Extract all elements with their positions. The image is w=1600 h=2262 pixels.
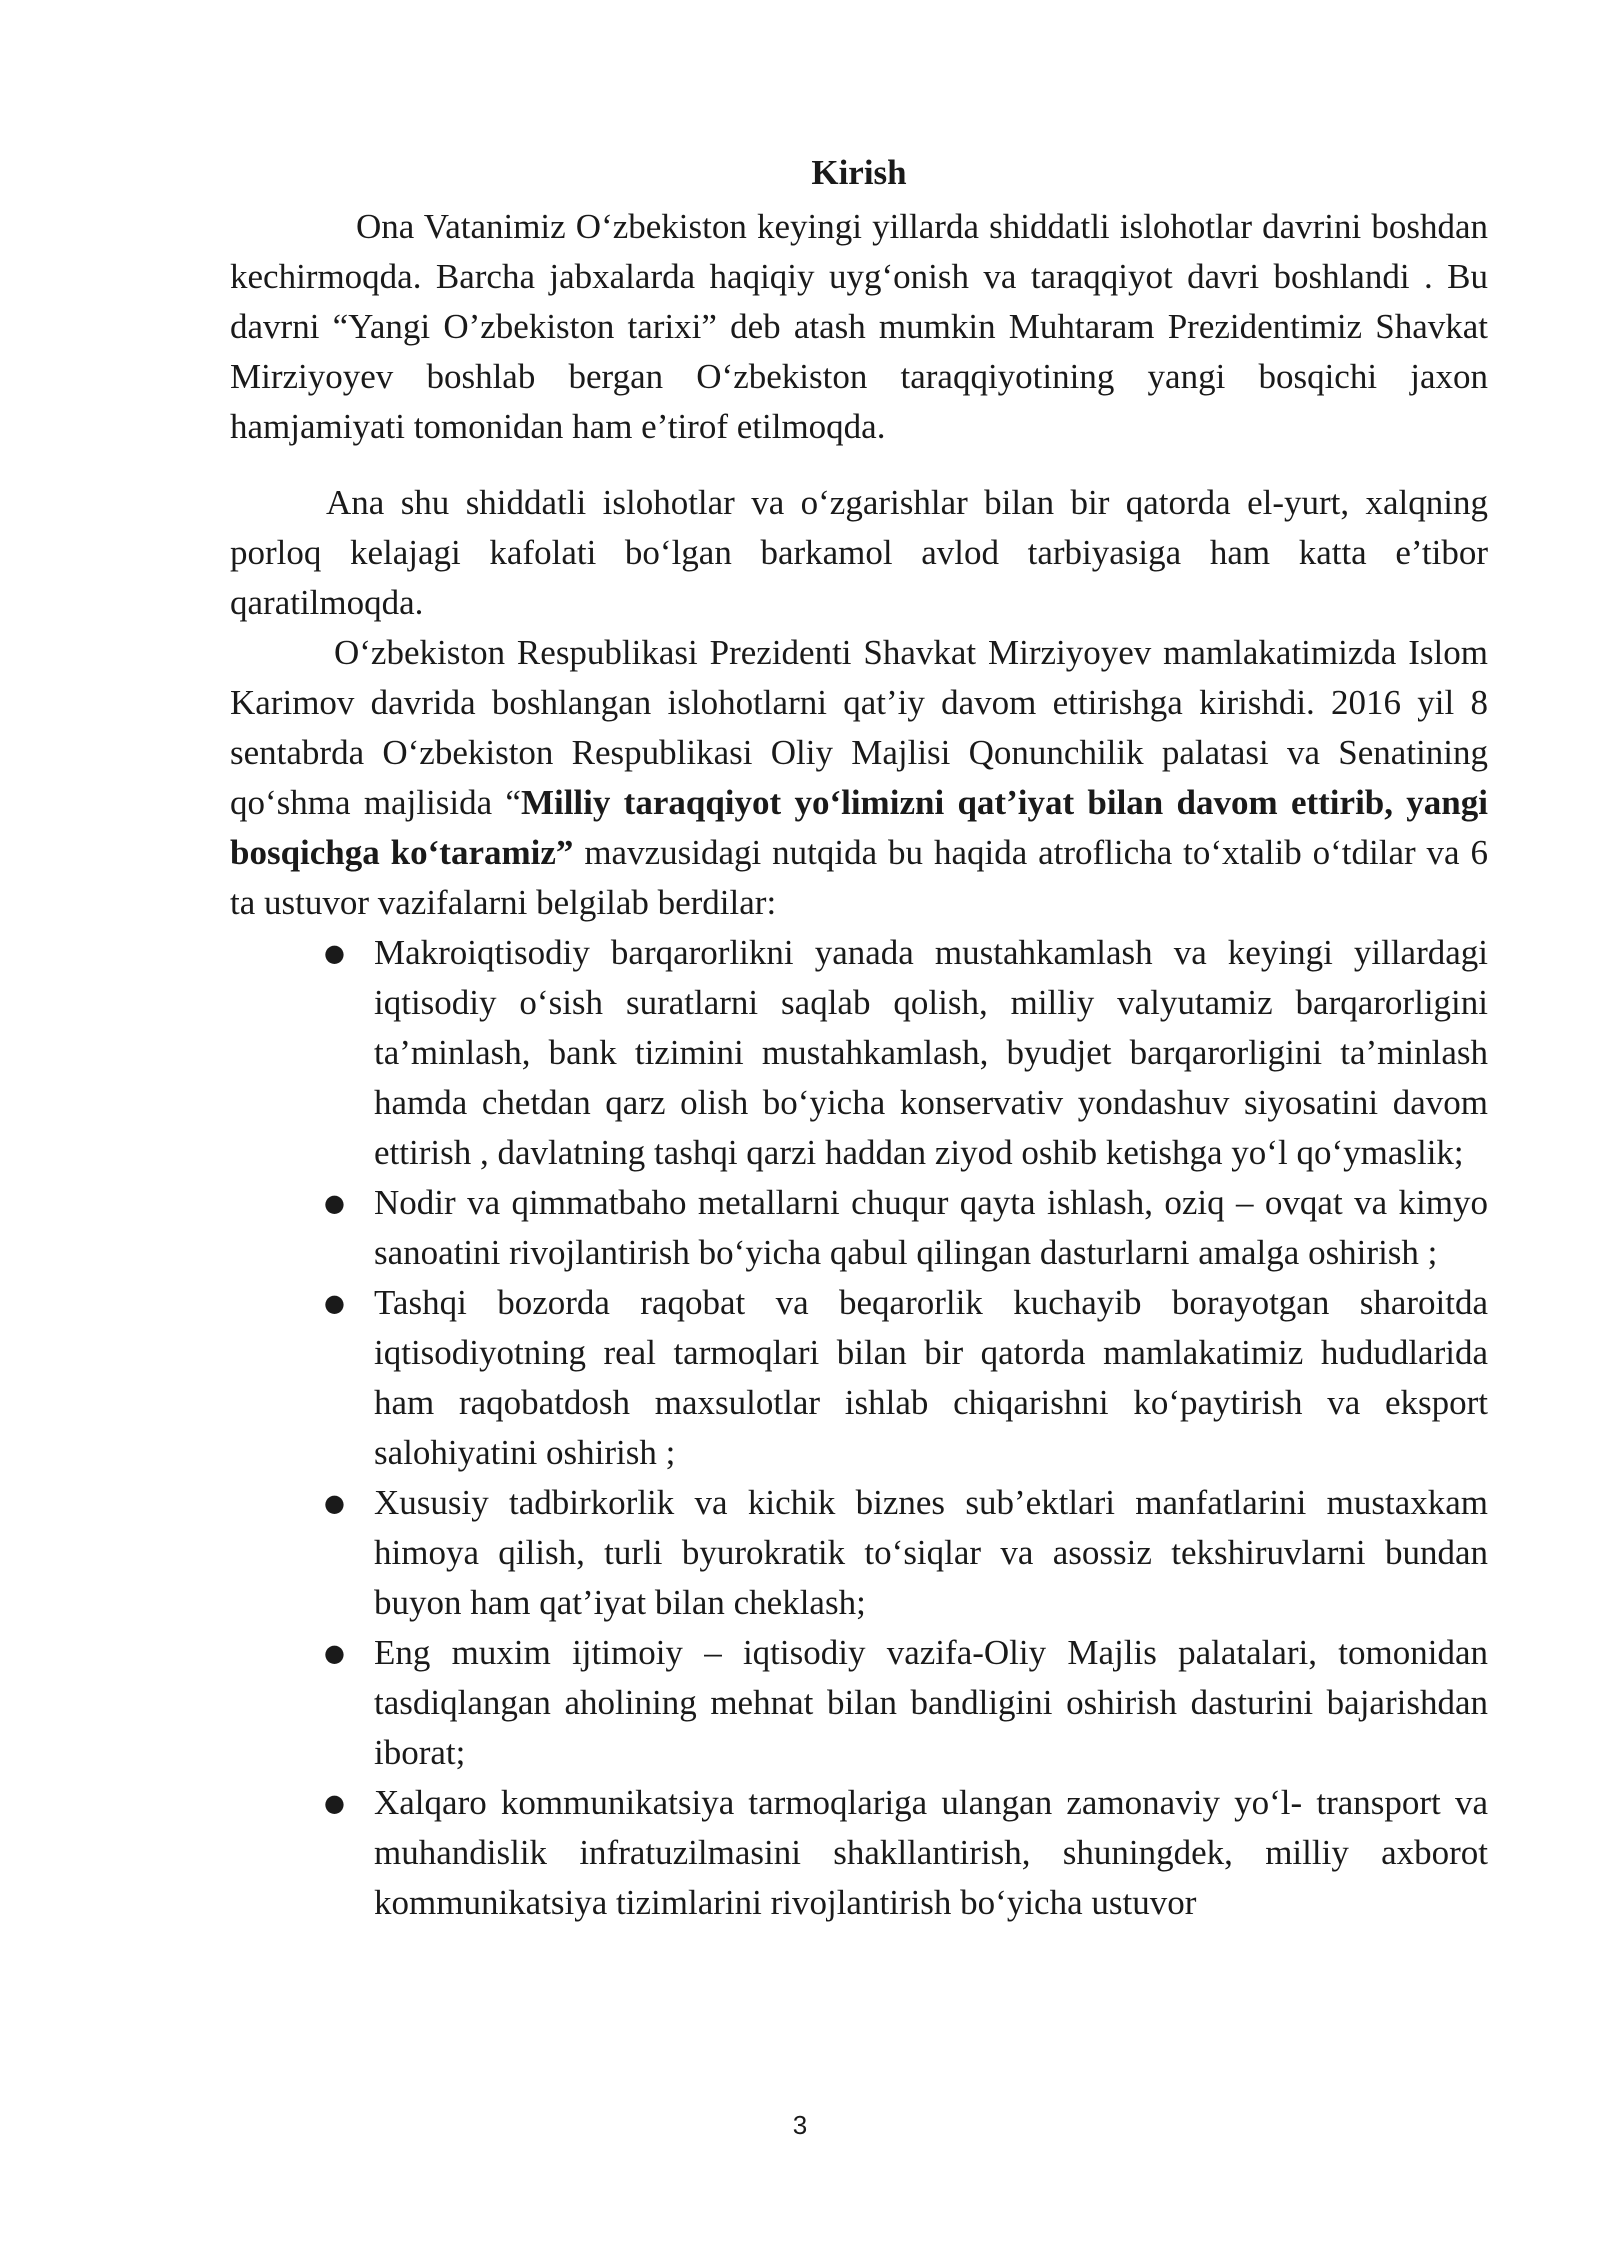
- paragraph-reforms: Ana shu shiddatli islohotlar va o‘zgarishlar bilan bir qatorda el-yurt, xalqning porloq kelajagi kafolati bo‘lgan barkamol avlod tarbiyasiga ham katta e’tibor qaratilmoqda.: [230, 483, 1488, 622]
- paragraph-president-speech: [230, 628, 1488, 928]
- bullet-icon: ●: [324, 1639, 345, 1667]
- bullet-icon: ●: [324, 1289, 345, 1317]
- bullet-icon: ●: [324, 1489, 345, 1517]
- list-item-text: Tashqi bozorda raqobat va beqarorlik kuchayib borayotgan sharoitda iqtisodiyotning real tarmoqlari bilan bir qatorda mamlakatimiz hududlarida ham raqobatdosh maxsulotlar ishlab chiqarishni ko‘paytirish va eksport salohiyatini oshirish ;: [374, 1283, 1488, 1472]
- list-item: [230, 1628, 1488, 1778]
- list-item: [230, 928, 1488, 1178]
- list-item: [230, 1478, 1488, 1628]
- list-item: [230, 1178, 1488, 1278]
- paragraph-speech-outro: mavzusidagi nutqida bu haqida atroflicha to‘xtalib o‘tdilar va 6 ta ustuvor vazifalarni belgilab berdilar:: [230, 833, 1489, 922]
- bullet-icon: ●: [324, 1789, 345, 1817]
- list-item: [230, 1778, 1488, 1928]
- paragraph-intro: Ona Vatanimiz O‘zbekiston keyingi yillarda shiddatli islohotlar davrini boshdan kechirmoqda. Barcha jabxalarda haqiqiy uyg‘onish va taraqqiyot davri boshlandi . Bu davrni “Yangi O’zbekiston tarixi” deb atash mumkin Muhtaram Prezidentimiz Shavkat Mirziyoyev boshlab bergan O‘zbekiston taraqqiyotining yangi bosqichi jaxon hamjamiyati tomonidan ham e’tirof etilmoqda.: [230, 207, 1488, 446]
- list-item-text: Xalqaro kommunikatsiya tarmoqlariga ulangan zamonaviy yo‘l- transport va muhandislik infratuzilmasini shakllantirish, shuningdek, milliy axborot kommunikatsiya tizimlarini rivojlantirish bo‘yicha ustuvor: [374, 1783, 1488, 1922]
- list-item-text: Eng muxim ijtimoiy – iqtisodiy vazifa-Oliy Majlis palatalari, tomonidan tasdiqlangan aholining mehnat bilan bandligini oshirish dasturini bajarishdan iborat;: [374, 1633, 1488, 1772]
- page-title: Kirish: [811, 153, 907, 192]
- page-content: [230, 148, 1488, 1928]
- list-item-text: Nodir va qimmatbaho metallarni chuqur qayta ishlash, oziq – ovqat va kimyo sanoatini rivojlantirish bo‘yicha qabul qilingan dasturlarni amalga oshirish ;: [374, 1183, 1488, 1272]
- list-item-text: Makroiqtisodiy barqarorlikni yanada mustahkamlash va keyingi yillardagi iqtisodiy o‘sish suratlarni saqlab qolish, milliy valyutamiz barqarorligini ta’minlash, bank tizimini mustahkamlash, byudjet barqarorligini ta’minlash hamda chetdan qarz olish bo‘yicha konservativ yondashuv siyosatini davom ettirish , davlatning tashqi qarzi haddan ziyod oshib ketishga yo‘l qo‘ymaslik;: [374, 933, 1488, 1172]
- priority-tasks-list: [230, 928, 1488, 1928]
- list-item-text: Xususiy tadbirkorlik va kichik biznes sub’ektlari manfatlarini mustaxkam himoya qilish, turli byurokratik to‘siqlar va asossiz tekshiruvlarni bundan buyon ham qat’iyat bilan cheklash;: [374, 1483, 1488, 1622]
- speech-title-bold: Milliy taraqqiyot yo‘limizni qat’iyat bilan davom ettirib, yangi bosqichga ko‘taramiz”: [230, 783, 1488, 872]
- list-item: [230, 1278, 1488, 1478]
- bullet-icon: ●: [324, 939, 345, 967]
- bullet-icon: ●: [324, 1189, 345, 1217]
- paragraph-speech-intro: O‘zbekiston Respublikasi Prezidenti Shavkat Mirziyoyev mamlakatimizda Islom Karimov davrida boshlangan islohotlarni qat’iy davom ettirishga kirishdi. 2016 yil 8 sentabrda O‘zbekiston Respublikasi Oliy Majlisi Qonunchilik palatasi va Senatining qo‘shma majlisida “: [230, 633, 1488, 822]
- page-number: 3: [792, 2110, 808, 2140]
